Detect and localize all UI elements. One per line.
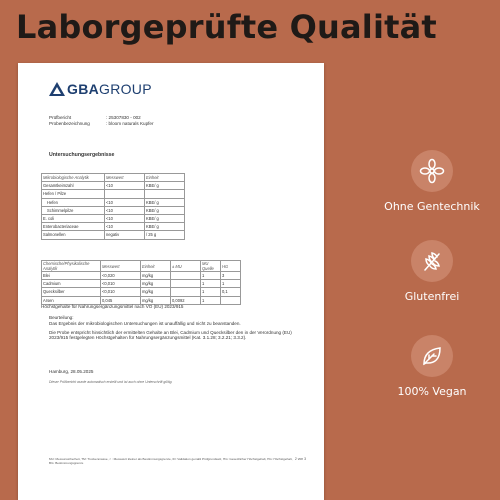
- table-row: [42, 223, 185, 231]
- table-cell: 1: [201, 288, 221, 296]
- meta-value: : 25307830 - 002: [106, 115, 141, 120]
- table-cell: mg/kg: [141, 272, 171, 280]
- table-cell: <10: [105, 206, 145, 214]
- dna-icon: [411, 150, 453, 192]
- table-row: [42, 198, 185, 206]
- table-header-row: [42, 261, 241, 272]
- meta-key: Probenbezeichnung: [49, 121, 90, 126]
- assessment-paragraph: Das Ergebnis der mikrobiologischen Untersuchungen ist unauffällig und nicht zu beanstanden.: [49, 320, 241, 326]
- microbiology-table: [41, 173, 185, 240]
- table-cell: KBE/ g: [145, 214, 185, 222]
- auto-generated-note: Dieser Prüfbericht wurde automatisch erstellt und ist auch ohne Unterschrift gültig.: [49, 380, 173, 384]
- feature-vegan: [376, 335, 488, 398]
- table-cell: mg/kg: [141, 296, 171, 304]
- table-cell: <10: [105, 198, 145, 206]
- table-cell: Gesamtkeimzahl: [42, 182, 105, 190]
- table-cell: 3: [221, 272, 241, 280]
- table-cell: KBE/ g: [145, 206, 185, 214]
- assessment-paragraph: Die Probe entspricht hinsichtlich der ermittelten Gehalte an Blei, Cadmium und Quecksilber den in der Verordnung (EU) 2023/915 festgelegten Höchstgehalten für Nahrungsergänzungsmittel (Kat. 3.1.28; 3.2.21; 3.3.2).: [49, 329, 292, 341]
- table-cell: mg/kg: [141, 280, 171, 288]
- lab-report-document: [18, 63, 324, 500]
- table-cell: [171, 288, 201, 296]
- feature-label: 100% Vegan: [397, 385, 467, 398]
- table-cell: mg/kg: [141, 288, 171, 296]
- table-row: [42, 214, 185, 222]
- table-row: [42, 182, 185, 190]
- table-cell: <10: [105, 214, 145, 222]
- assessment-heading: Beurteilung:: [49, 315, 74, 320]
- assessment-text: [49, 315, 309, 344]
- table-cell: Salmonellen: [42, 231, 105, 239]
- logo-suffix: GROUP: [99, 81, 152, 97]
- table-row: [42, 288, 241, 296]
- table-cell: Hefen / Pilze: [42, 190, 105, 198]
- table-cell: KBE/ g: [145, 198, 185, 206]
- table-header: Einheit: [145, 174, 185, 182]
- table-cell: 1: [201, 296, 221, 304]
- table-cell: <0,010: [101, 280, 141, 288]
- table-cell: Hefen: [42, 198, 105, 206]
- table-header: HG: [221, 261, 241, 272]
- table-header: Messwert: [105, 174, 145, 182]
- table-row: [42, 272, 241, 280]
- table-header: Chemische/Physikalische Analytik: [42, 261, 101, 272]
- logo-brand: GBA: [67, 81, 100, 97]
- section-title: Untersuchungsergebnisse: [49, 152, 115, 158]
- table-cell: [171, 280, 201, 288]
- table-cell: 0,0092: [171, 296, 201, 304]
- table-cell: [221, 296, 241, 304]
- table-cell: negativ: [105, 231, 145, 239]
- report-footer: MU: Messunsicherheit, TM: Trockenmasse, < : Messwert kleiner als Bestimmungsgrenze, ID: Validation gemäß Prüfgrundsatz, HG: Gesetzlicher Höchstgehalt, HG: Höchstgehalt, BG: Bestimmungsgrenze: [49, 457, 293, 465]
- meta-key: Prüfbericht: [49, 115, 72, 120]
- wheat-icon: [411, 240, 453, 282]
- feature-gluten-free: [376, 240, 488, 303]
- table-header: ± MU: [171, 261, 201, 272]
- table-row: [42, 280, 241, 288]
- table-cell: Arsen: [42, 296, 101, 304]
- table-row: [42, 190, 185, 198]
- gba-logo: [49, 81, 152, 97]
- table-cell: Quecksilber: [42, 288, 101, 296]
- table-cell: <10: [105, 223, 145, 231]
- table-cell: [171, 272, 201, 280]
- table-cell: 0,1: [221, 288, 241, 296]
- table-cell: [105, 190, 145, 198]
- headline: Laborgeprüfte Qualität: [16, 8, 437, 46]
- table-row: [42, 206, 185, 214]
- table-header: Einheit: [141, 261, 171, 272]
- limits-note: Höchstgehalte für Nahrungsergänzungsmittel nach VO (EU) 2023/915: [41, 304, 184, 309]
- table-header-row: [42, 174, 185, 182]
- feature-label: Glutenfrei: [404, 290, 460, 303]
- report-date: Hamburg, 28.05.2025: [49, 369, 94, 374]
- table-cell: Cadmium: [42, 280, 101, 288]
- table-cell: 1: [221, 280, 241, 288]
- chemistry-table: [41, 260, 241, 305]
- page-number: 2 von 3: [294, 457, 306, 461]
- table-cell: KBE/ g: [145, 182, 185, 190]
- table-cell: Enterobacteriaceae: [42, 223, 105, 231]
- leaf-icon: [411, 335, 453, 377]
- table-cell: / 25 g: [145, 231, 185, 239]
- meta-row: [49, 121, 154, 127]
- table-cell: E. coli: [42, 214, 105, 222]
- table-header: Messwert: [101, 261, 141, 272]
- triangle-logo-icon: [49, 82, 65, 96]
- table-cell: Schimmelpilze: [42, 206, 105, 214]
- table-cell: 0,045: [101, 296, 141, 304]
- table-header: MU Quelle: [201, 261, 221, 272]
- table-cell: Blei: [42, 272, 101, 280]
- feature-no-gmo: [376, 150, 488, 213]
- table-cell: <0,010: [101, 288, 141, 296]
- report-meta: [49, 115, 154, 127]
- table-header: Mikrobiologische Analytik: [42, 174, 105, 182]
- meta-value: : bloom naturals Kupfer: [106, 121, 154, 126]
- table-cell: <0,020: [101, 272, 141, 280]
- table-cell: 1: [201, 280, 221, 288]
- table-cell: KBE/ g: [145, 223, 185, 231]
- table-row: [42, 231, 185, 239]
- table-cell: [145, 190, 185, 198]
- table-cell: <10: [105, 182, 145, 190]
- table-cell: 1: [201, 272, 221, 280]
- feature-label: Ohne Gentechnik: [384, 200, 480, 213]
